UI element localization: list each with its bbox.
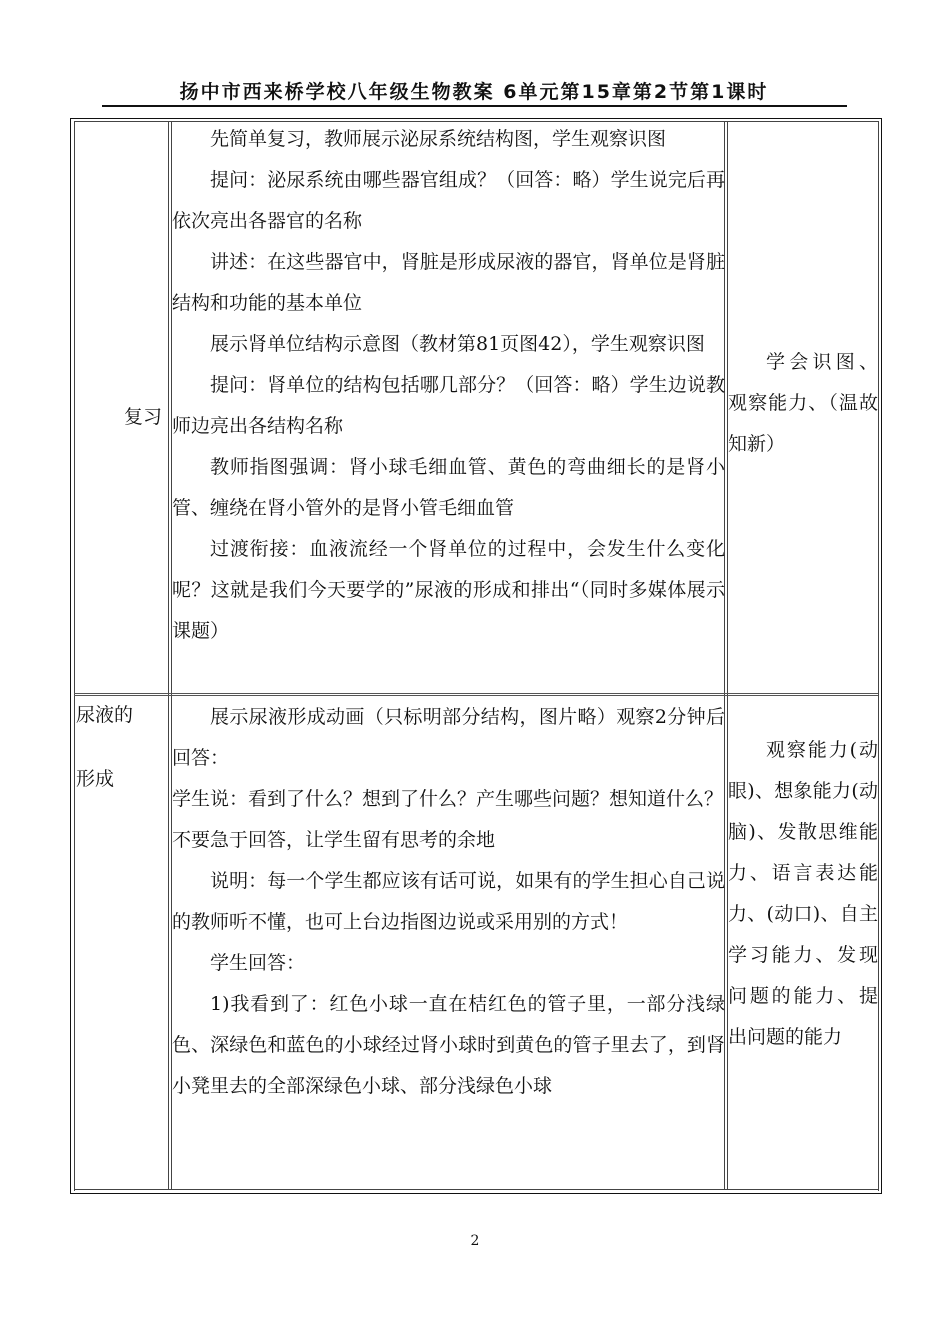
review-paragraph-7: 过渡衔接：血液流经一个肾单位的过程中，会发生什么变化呢？这就是我们今天要学的”尿液的形成和排出“（同时多媒体展示课题） <box>172 538 725 642</box>
review-paragraph-5: 提问：肾单位的结构包括哪几部分？（回答：略）学生边说教师边亮出各结构名称 <box>172 374 725 437</box>
row-divider <box>74 693 878 696</box>
urine-paragraph-5: 学生回答： <box>210 952 306 974</box>
table-inner-bottom-border <box>74 1189 878 1190</box>
urine-paragraph-3: 不要急于回答，让学生留有思考的余地 <box>172 829 496 851</box>
row-label-urine-formation <box>76 697 133 801</box>
urine-paragraph-1: 展示尿液形成动画（只标明部分结构，图片略）观察2分钟后回答： <box>172 706 725 769</box>
urine-formation-label-line-1: 尿液的 <box>76 704 134 726</box>
row-goal-urine-formation <box>728 730 878 1058</box>
urine-paragraph-2: 学生说：看到了什么？想到了什么？产生哪些问题？想知道什么？ <box>172 788 724 810</box>
table-inner-left-border <box>74 121 75 1191</box>
urine-goal-text: 观察能力(动眼)、想象能力(动脑)、发散思维能力、语言表达能力、(动口)、自主学习能力、发现问题的能力、提出问题的能力 <box>728 739 878 1048</box>
review-paragraph-6: 教师指图强调：肾小球毛细血管、黄色的弯曲细长的是肾小管、缠绕在肾小管外的是肾小管毛细血管 <box>172 456 725 519</box>
review-paragraph-1: 先简单复习，教师展示泌尿系统结构图，学生观察识图 <box>210 128 667 150</box>
urine-formation-label-line-2: 形成 <box>76 768 115 790</box>
urine-paragraph-4: 说明：每一个学生都应该有话可说，如果有的学生担心自己说的教师听不懂，也可上台边指图边说或采用别的方式！ <box>172 870 725 933</box>
column-divider-label <box>168 121 169 1189</box>
review-goal-text: 学会识图、观察能力、（温故知新） <box>728 351 878 455</box>
row-goal-review <box>728 342 878 465</box>
row-content-urine-formation <box>172 697 725 1107</box>
row-content-review <box>172 119 725 652</box>
header-rule <box>102 105 847 107</box>
page-number: 2 <box>470 1233 480 1249</box>
table-inner-right-border <box>878 121 879 1191</box>
review-paragraph-4: 展示肾单位结构示意图（教材第81页图42），学生观察识图 <box>210 333 705 355</box>
review-paragraph-2: 提问：泌尿系统由哪些器官组成？（回答：略）学生说完后再依次亮出各器官的名称 <box>172 169 725 232</box>
document-header: 扬中市西来桥学校八年级生物教案 6单元第15章第2节第1课时 <box>179 81 769 103</box>
urine-paragraph-6: 1)我看到了：红色小球一直在桔红色的管子里，一部分浅绿色、深绿色和蓝色的小球经过肾小球时到黄色的管子里去了，到肾小凳里去的全部深绿色小球、部分浅绿色小球 <box>172 993 725 1097</box>
row-label-review: 复习 <box>124 406 163 428</box>
review-paragraph-3: 讲述：在这些器官中，肾脏是形成尿液的器官，肾单位是肾脏结构和功能的基本单位 <box>172 251 725 314</box>
